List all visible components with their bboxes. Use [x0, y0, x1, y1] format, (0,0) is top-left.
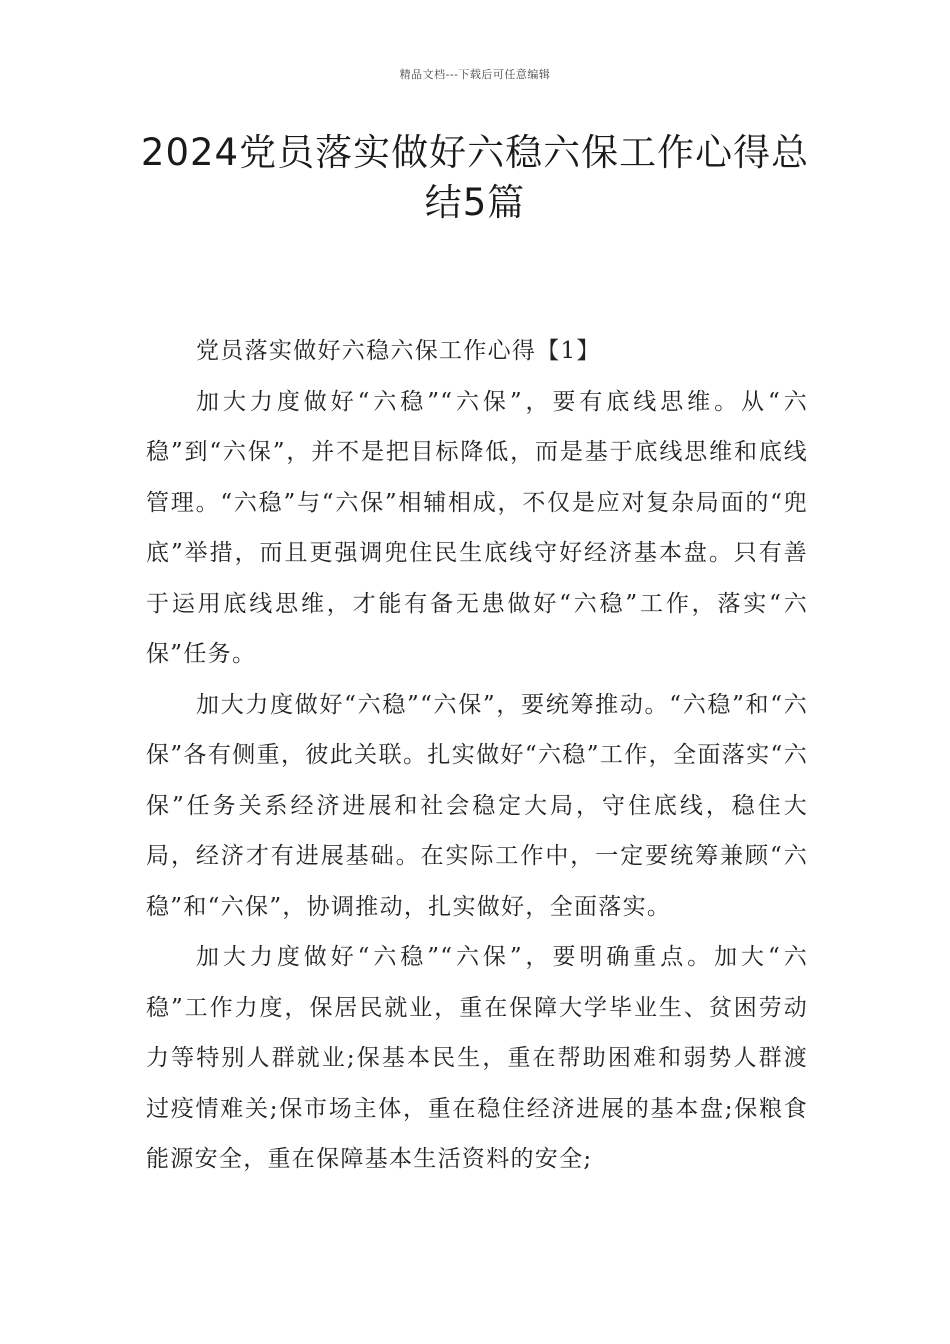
- section-heading: 党员落实做好六稳六保工作心得【1】: [196, 338, 601, 364]
- paragraph-2: 加大力度做好“六稳”“六保”，要统筹推动。“六稳”和“六保”各有侧重，彼此关联。扎实做好“六稳”工作，全面落实“六保”任务关系经济进展和社会稳定大局，守住底线，稳住大局，经济才有进展基础。在实际工作中，一定要统筹兼顾“六稳”和“六保”，协调推动，扎实做好，全面落实。: [146, 691, 808, 920]
- document-body: [146, 326, 808, 1185]
- paragraph-3: 加大力度做好“六稳”“六保”，要明确重点。加大“六稳”工作力度，保居民就业，重在保障大学毕业生、贫困劳动力等特别人群就业;保基本民生，重在帮助困难和弱势人群渡过疫情难关;保市场主体，重在稳住经济进展的基本盘;保粮食能源安全，重在保障基本生活资料的安全;: [146, 944, 808, 1172]
- header-note: 精品文档---下载后可任意编辑: [399, 68, 551, 81]
- document-title: 2024党员落实做好六稳六保工作心得总结5篇: [140, 131, 810, 224]
- paragraph-1: 加大力度做好“六稳”“六保”，要有底线思维。从“六稳”到“六保”，并不是把目标降低，而是基于底线思维和底线管理。“六稳”与“六保”相辅相成，不仅是应对复杂局面的“兜底”举措，而且更强调兜住民生底线守好经济基本盘。只有善于运用底线思维，才能有备无患做好“六稳”工作，落实“六保”任务。: [146, 388, 808, 667]
